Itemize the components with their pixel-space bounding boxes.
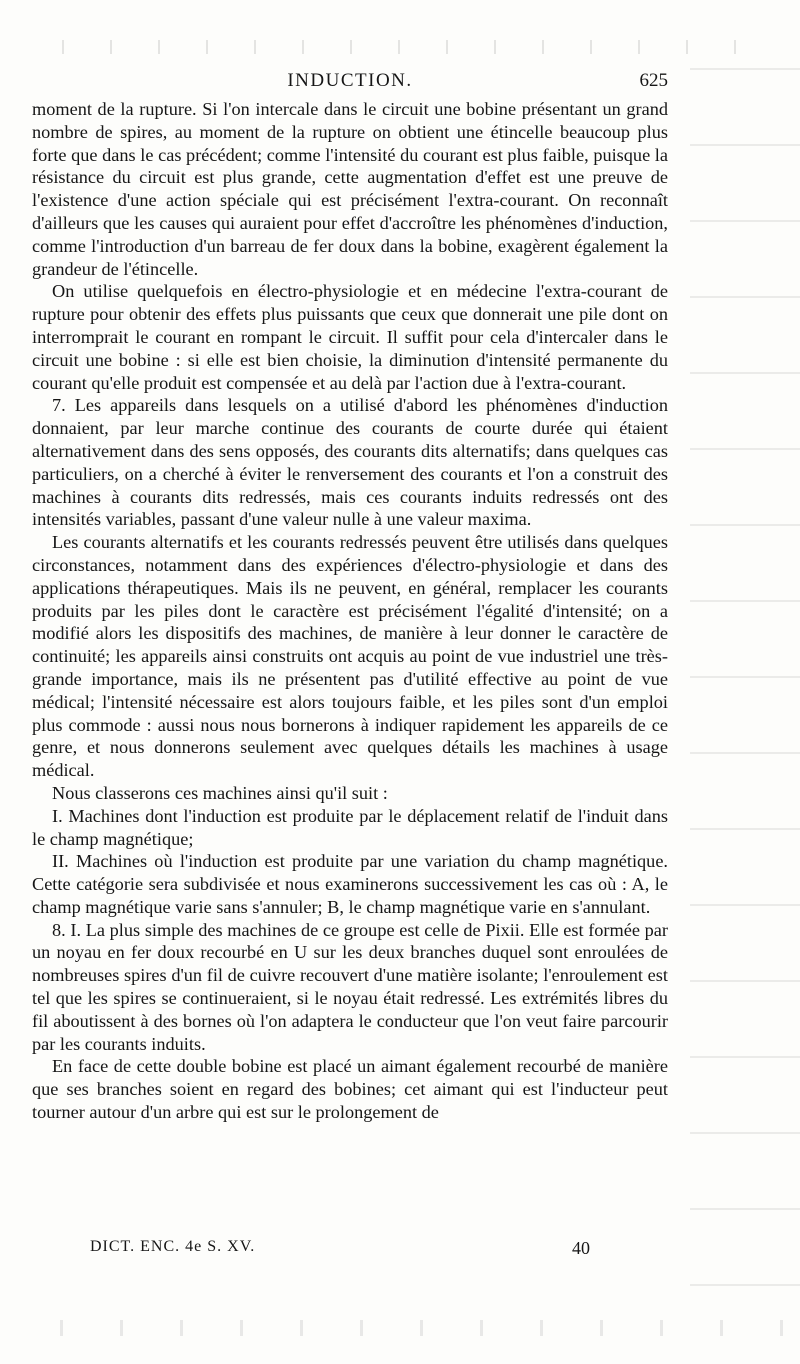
page-header: [32, 70, 668, 100]
paragraph: I. Machines dont l'induction est produite par le déplacement relatif de l'induit dans le champ magnétique;: [32, 805, 668, 849]
page-number: 625: [639, 70, 668, 91]
scan-artifact-top: [40, 40, 780, 54]
sheet-number: 40: [572, 1238, 590, 1258]
page-footer: [32, 1238, 668, 1262]
body-text: [32, 98, 668, 1124]
paragraph: 8. I. La plus simple des machines de ce groupe est celle de Pixii. Elle est formée par un noyau en fer doux recourbé en U sur les deux branches duquel sont enroulées de nombreuses spires d'un fil de cuivre recouvert d'une matière isolante; l'enroulement est tel que les spires se continueraient, si le noyau était redressé. Les extrémités libres du fil aboutissent à des bornes où l'on adaptera le conducteur que l'on veut faire parcourir par les courants induits.: [32, 919, 668, 1054]
printer-signature: DICT. ENC. 4e S. XV.: [90, 1238, 256, 1255]
scan-artifact-bottom: [30, 1320, 790, 1336]
scan-artifact-margin: [690, 30, 800, 1350]
running-title: INDUCTION.: [287, 70, 413, 91]
paragraph: II. Machines où l'induction est produite par une variation du champ magnétique. Cette catégorie sera subdivisée et nous examinerons successivement les cas où : A, le champ magnétique varie sans s'annuler; B, le champ magnétique varie en s'annulant.: [32, 851, 668, 917]
paragraph: Nous classerons ces machines ainsi qu'il suit :: [52, 782, 388, 803]
paragraph: 7. Les appareils dans lesquels on a utilisé d'abord les phénomènes d'induction donnaient, par leur marche continue des courants de courte durée qui étaient alternativement dans des sens opposés, des courants dits alternatifs; dans quelques cas particuliers, on a cherché à éviter le renversement des courants et l'on a construit des machines à courants dits redressés, mais ces courants induits redressés ont des intensités variables, passant d'une valeur nulle à une valeur maxima.: [32, 395, 668, 530]
paragraph: En face de cette double bobine est placé un aimant également recourbé de manière que ses branches soient en regard des bobines; cet aimant qui est l'inducteur peut tourner autour d'un arbre qui est sur le prolongement de: [32, 1056, 668, 1123]
paragraph: moment de la rupture. Si l'on intercale dans le circuit une bobine présentant un grand nombre de spires, au moment de la rupture on obtient une étincelle beaucoup plus forte que dans le cas précédent; comme l'intensité du courant est plus faible, puisque la résistance du circuit est plus grande, cette augmentation d'effet est une preuve de l'existence d'une action spéciale qui est précisément l'extra-courant. On reconnaît d'ailleurs que les causes qui auraient pour effet d'accroître les phénomènes d'induction, comme l'introduction d'un barreau de fer doux dans la bobine, exagèrent également la grandeur de l'étincelle.: [32, 99, 668, 279]
paragraph: Les courants alternatifs et les courants redressés peuvent être utilisés dans quelques circonstances, notamment dans des expériences d'électro-physiologie et dans des applications thérapeutiques. Mais ils ne peuvent, en général, remplacer les courants produits par les piles dont le caractère est précisément l'égalité d'intensité; on a modifié alors les dispositifs des machines, de manière à leur donner le caractère de continuité; les appareils ainsi construits ont acquis au point de vue industriel une très-grande importance, mais ils ne présentent pas d'utilité effective au point de vue médical; l'intensité nécessaire est alors toujours faible, et les piles sont d'un emploi plus commode : aussi nous nous bornerons à indiquer rapidement les appareils de ce genre, et nous donnerons seulement avec quelques détails les machines à usage médical.: [32, 532, 668, 781]
paragraph: On utilise quelquefois en électro-physiologie et en médecine l'extra-courant de rupture pour obtenir des effets plus puissants que ceux que donnerait une pile dont on interromprait le courant en rompant le circuit. Il suffit pour cela d'intercaler dans le circuit une bobine : si elle est bien choisie, la diminution d'intensité permanente du courant qu'elle produit est compensée et au delà par l'action due à l'extra-courant.: [32, 281, 668, 393]
